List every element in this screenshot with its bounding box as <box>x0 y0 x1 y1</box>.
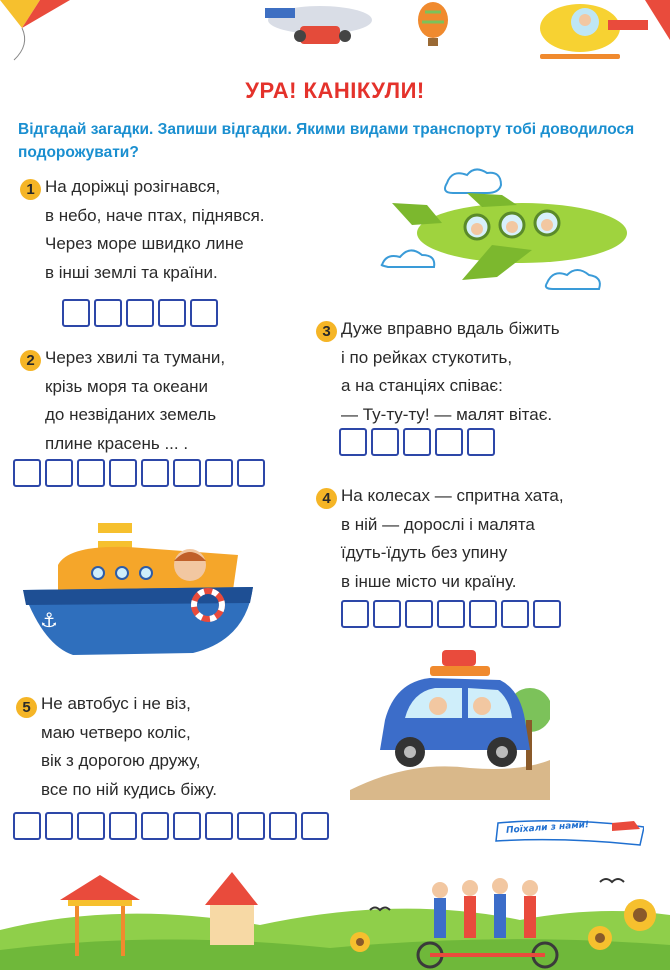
answer-box[interactable] <box>403 428 431 456</box>
badge-text: Поїхали з нами! <box>505 820 590 836</box>
riddle-4-number: 4 <box>316 488 337 509</box>
riddle-line: їдуть-їдуть без упину <box>341 543 508 562</box>
answer-box[interactable] <box>94 299 122 327</box>
plane-icon <box>265 6 372 44</box>
car-icon <box>380 650 530 767</box>
answer-box[interactable] <box>269 812 297 840</box>
riddle-line: в інші землі та країни. <box>45 262 218 282</box>
riddle-line: в ній — дорослі і малята <box>341 514 535 534</box>
answer-box[interactable] <box>109 812 137 840</box>
answer-box[interactable] <box>341 600 369 628</box>
riddle-line: Через хвилі та тумани, <box>45 348 226 367</box>
answer-box[interactable] <box>301 812 329 840</box>
riddle-line: а на станціях співає: <box>341 376 503 395</box>
answer-box[interactable] <box>158 299 186 327</box>
answer-box[interactable] <box>205 812 233 840</box>
answer-box[interactable] <box>469 600 497 628</box>
riddle-1-text <box>45 173 265 287</box>
bottom-landscape-illustration <box>0 860 670 970</box>
page-title: УРА! КАНІКУЛИ! <box>245 78 425 103</box>
house-icon <box>205 872 258 945</box>
answer-box[interactable] <box>45 812 73 840</box>
answer-box[interactable] <box>467 428 495 456</box>
riddle-4-answer-boxes <box>341 600 561 628</box>
riddle-5-text <box>41 690 217 804</box>
answer-box[interactable] <box>339 428 367 456</box>
answer-box[interactable] <box>77 812 105 840</box>
riddle-3-answer-boxes <box>339 428 495 456</box>
answer-box[interactable] <box>405 600 433 628</box>
riddle-4-text <box>341 482 564 596</box>
riddle-3-text <box>341 315 560 429</box>
riddle-2-number: 2 <box>20 350 41 371</box>
riddle-line: до незвіданих земель <box>45 405 217 424</box>
riddle-line: Через море швидко лине <box>45 234 244 253</box>
top-illustration <box>0 0 670 70</box>
riddle-line: плине красень ... . <box>45 433 189 453</box>
riddle-line: маю четверо коліс, <box>41 722 191 742</box>
answer-box[interactable] <box>13 459 41 487</box>
svg-text:⚓: ⚓ <box>40 608 58 632</box>
riddle-1-number: 1 <box>20 179 41 200</box>
answer-box[interactable] <box>109 459 137 487</box>
kite-icon <box>0 0 70 60</box>
answer-box[interactable] <box>237 812 265 840</box>
riddle-line: в інше місто чи країну. <box>341 571 517 591</box>
car-illustration <box>350 650 550 800</box>
hot-air-balloon-icon <box>418 2 448 46</box>
riddle-5-answer-boxes <box>13 812 329 840</box>
answer-box[interactable] <box>437 600 465 628</box>
answer-box[interactable] <box>501 600 529 628</box>
answer-box[interactable] <box>173 459 201 487</box>
ship-illustration <box>18 515 258 665</box>
answer-box[interactable] <box>373 600 401 628</box>
riddle-line: в небо, наче птах, піднявся. <box>45 205 265 225</box>
answer-box[interactable] <box>13 812 41 840</box>
answer-box[interactable] <box>435 428 463 456</box>
answer-box[interactable] <box>205 459 233 487</box>
riddle-line: На колесах — спритна хата, <box>341 486 564 505</box>
riddle-line: На доріжці розігнався, <box>45 177 221 196</box>
riddle-2-text <box>45 344 225 458</box>
answer-box[interactable] <box>237 459 265 487</box>
answer-box[interactable] <box>141 459 169 487</box>
instruction-text: Відгадай загадки. Запиши відгадки. Якими видами транспорту тобі доводилося подорожувати? <box>18 121 635 161</box>
helicopter-icon <box>540 4 648 59</box>
riddle-line: Дуже вправно вдаль біжить <box>341 319 560 338</box>
airplane-illustration <box>372 165 642 310</box>
riddle-line: Не автобус і не віз, <box>41 694 191 713</box>
answer-box[interactable] <box>62 299 90 327</box>
answer-box[interactable] <box>141 812 169 840</box>
answer-box[interactable] <box>45 459 73 487</box>
riddle-line: вік з дорогою дружу, <box>41 751 201 770</box>
riddle-3-number: 3 <box>316 321 337 342</box>
riddle-line: все по ній кудись біжу. <box>41 779 217 799</box>
answer-box[interactable] <box>126 299 154 327</box>
riddle-1-answer-boxes <box>62 299 218 327</box>
ship-icon <box>23 523 253 655</box>
riddle-line: — Ту-ту-ту! — малят вітає. <box>341 404 553 424</box>
riddle-line: і по рейках стукотить, <box>341 347 513 367</box>
answer-box[interactable] <box>77 459 105 487</box>
riddle-2-answer-boxes <box>13 459 265 487</box>
answer-box[interactable] <box>190 299 218 327</box>
answer-box[interactable] <box>371 428 399 456</box>
riddle-5-number: 5 <box>16 697 37 718</box>
answer-box[interactable] <box>173 812 201 840</box>
riddle-line: крізь моря та океани <box>45 376 209 396</box>
answer-box[interactable] <box>533 600 561 628</box>
kite-right-icon <box>645 0 670 40</box>
